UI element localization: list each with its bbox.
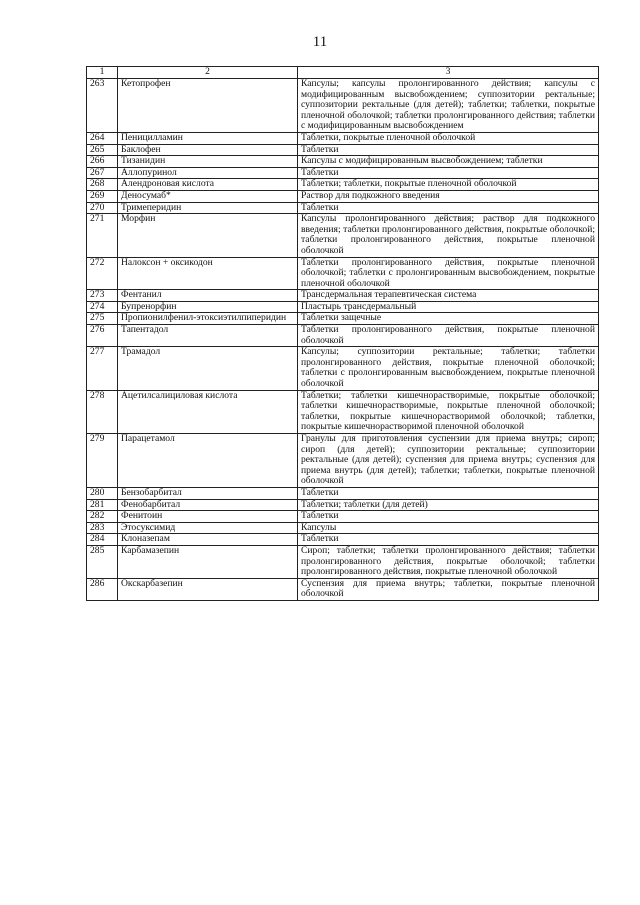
row-number: 277 xyxy=(87,347,118,390)
table-row xyxy=(87,144,599,156)
row-number: 266 xyxy=(87,156,118,168)
drug-name: Тримеперидин xyxy=(118,202,298,214)
row-number: 270 xyxy=(87,202,118,214)
drug-name: Этосуксимид xyxy=(118,522,298,534)
table-row xyxy=(87,79,599,133)
row-number: 263 xyxy=(87,79,118,133)
row-number: 286 xyxy=(87,578,118,600)
drug-name: Фенобарбитал xyxy=(118,499,298,511)
row-number: 278 xyxy=(87,390,118,433)
drug-name: Карбамазепин xyxy=(118,545,298,578)
column-header-number: 1 xyxy=(87,67,118,79)
table-row xyxy=(87,347,599,390)
table-row xyxy=(87,325,599,347)
row-number: 271 xyxy=(87,214,118,257)
drug-name: Тизанидин xyxy=(118,156,298,168)
dosage-form: Капсулы xyxy=(298,522,599,534)
row-number: 283 xyxy=(87,522,118,534)
table-row xyxy=(87,545,599,578)
table-row xyxy=(87,390,599,433)
row-number: 274 xyxy=(87,301,118,313)
row-number: 269 xyxy=(87,190,118,202)
table-row xyxy=(87,214,599,257)
dosage-form: Суспензия для приема внутрь; таблетки, покрытые пленочной оболочкой xyxy=(298,578,599,600)
table-row xyxy=(87,132,599,144)
drug-name: Парацетамол xyxy=(118,434,298,488)
dosage-form: Таблетки xyxy=(298,487,599,499)
dosage-form: Таблетки пролонгированного действия, покрытые пленочной оболочкой; таблетки с пролонгированным высвобождением, покрытые пленочной оболочкой xyxy=(298,257,599,290)
drug-table xyxy=(86,66,599,601)
column-header-form: 3 xyxy=(298,67,599,79)
table-row xyxy=(87,167,599,179)
dosage-form: Трансдермальная терапевтическая система xyxy=(298,290,599,302)
drug-name: Морфин xyxy=(118,214,298,257)
drug-name: Аллопуринол xyxy=(118,167,298,179)
table-row xyxy=(87,290,599,302)
row-number: 276 xyxy=(87,325,118,347)
row-number: 280 xyxy=(87,487,118,499)
table-header-row xyxy=(87,67,599,79)
drug-name: Тапентадол xyxy=(118,325,298,347)
table-row xyxy=(87,179,599,191)
drug-name: Пеницилламин xyxy=(118,132,298,144)
dosage-form: Капсулы; капсулы пролонгированного действия; капсулы с модифицированным высвобождением; суппозитории ректальные; суппозитории ректальные (для детей); таблетки; таблетки, покрытые пленочной оболочкой; таблетки пролонгированного действия; таблетки с модифицированным высвобождением xyxy=(298,79,599,133)
table-row xyxy=(87,313,599,325)
drug-name: Ацетилсалициловая кислота xyxy=(118,390,298,433)
drug-name: Деносумаб* xyxy=(118,190,298,202)
drug-name: Пропионилфенил-этоксиэтилпиперидин xyxy=(118,313,298,325)
dosage-form: Гранулы для приготовления суспензии для приема внутрь; сироп; сироп (для детей); суппозитории ректальные; суппозитории ректальные (для детей); суспензия для приема внутрь; суспензия для приема внутрь (для детей); таблетки; таблетки, покрытые пленочной оболочкой xyxy=(298,434,599,488)
row-number: 268 xyxy=(87,179,118,191)
row-number: 265 xyxy=(87,144,118,156)
dosage-form: Таблетки xyxy=(298,167,599,179)
row-number: 273 xyxy=(87,290,118,302)
table-row xyxy=(87,301,599,313)
table-row xyxy=(87,522,599,534)
row-number: 279 xyxy=(87,434,118,488)
dosage-form: Сироп; таблетки; таблетки пролонгированного действия; таблетки пролонгированного действия, покрытые оболочкой; таблетки пролонгированного действия, покрытые пленочной оболочкой xyxy=(298,545,599,578)
table-row xyxy=(87,578,599,600)
dosage-form: Таблетки xyxy=(298,144,599,156)
dosage-form: Таблетки xyxy=(298,534,599,546)
table-row xyxy=(87,156,599,168)
column-header-name: 2 xyxy=(118,67,298,79)
dosage-form: Таблетки xyxy=(298,202,599,214)
row-number: 281 xyxy=(87,499,118,511)
table-row xyxy=(87,434,599,488)
table-row xyxy=(87,499,599,511)
row-number: 282 xyxy=(87,511,118,523)
table-row xyxy=(87,511,599,523)
row-number: 285 xyxy=(87,545,118,578)
dosage-form: Таблетки; таблетки, покрытые пленочной оболочкой xyxy=(298,179,599,191)
dosage-form: Капсулы с модифицированным высвобождением; таблетки xyxy=(298,156,599,168)
drug-name: Бензобарбитал xyxy=(118,487,298,499)
drug-name: Баклофен xyxy=(118,144,298,156)
page-number: 11 xyxy=(312,34,328,50)
row-number: 272 xyxy=(87,257,118,290)
drug-name: Фенитоин xyxy=(118,511,298,523)
dosage-form: Капсулы пролонгированного действия; раствор для подкожного введения; таблетки пролонгированного действия, покрытые оболочкой; таблетки пролонгированного действия, покрытые пленочной оболочкой xyxy=(298,214,599,257)
dosage-form: Раствор для подкожного введения xyxy=(298,190,599,202)
dosage-form: Пластырь трансдермальный xyxy=(298,301,599,313)
row-number: 275 xyxy=(87,313,118,325)
table-row xyxy=(87,487,599,499)
drug-name: Клоназепам xyxy=(118,534,298,546)
dosage-form: Капсулы; суппозитории ректальные; таблетки; таблетки пролонгированного действия, покрытые пленочной оболочкой; таблетки с пролонгированным высвобождением, покрытые пленочной оболочкой xyxy=(298,347,599,390)
drug-name: Алендроновая кислота xyxy=(118,179,298,191)
row-number: 264 xyxy=(87,132,118,144)
dosage-form: Таблетки пролонгированного действия, покрытые пленочной оболочкой xyxy=(298,325,599,347)
table-row xyxy=(87,202,599,214)
row-number: 267 xyxy=(87,167,118,179)
drug-name: Кетопрофен xyxy=(118,79,298,133)
dosage-form: Таблетки xyxy=(298,511,599,523)
drug-name: Налоксон + оксикодон xyxy=(118,257,298,290)
drug-name: Бупренорфин xyxy=(118,301,298,313)
drug-name: Фентанил xyxy=(118,290,298,302)
dosage-form: Таблетки защечные xyxy=(298,313,599,325)
table-row xyxy=(87,190,599,202)
drug-name: Трамадол xyxy=(118,347,298,390)
table-row xyxy=(87,257,599,290)
dosage-form: Таблетки, покрытые пленочной оболочкой xyxy=(298,132,599,144)
table-row xyxy=(87,534,599,546)
dosage-form: Таблетки; таблетки (для детей) xyxy=(298,499,599,511)
drug-name: Окскарбазепин xyxy=(118,578,298,600)
row-number: 284 xyxy=(87,534,118,546)
dosage-form: Таблетки; таблетки кишечнорастворимые, покрытые оболочкой; таблетки кишечнорастворимые, покрытые пленочной оболочкой; таблетки, покрытые кишечнорастворимой оболочкой; таблетки, покрытые кишечнорастворимой пленочной оболочкой xyxy=(298,390,599,433)
